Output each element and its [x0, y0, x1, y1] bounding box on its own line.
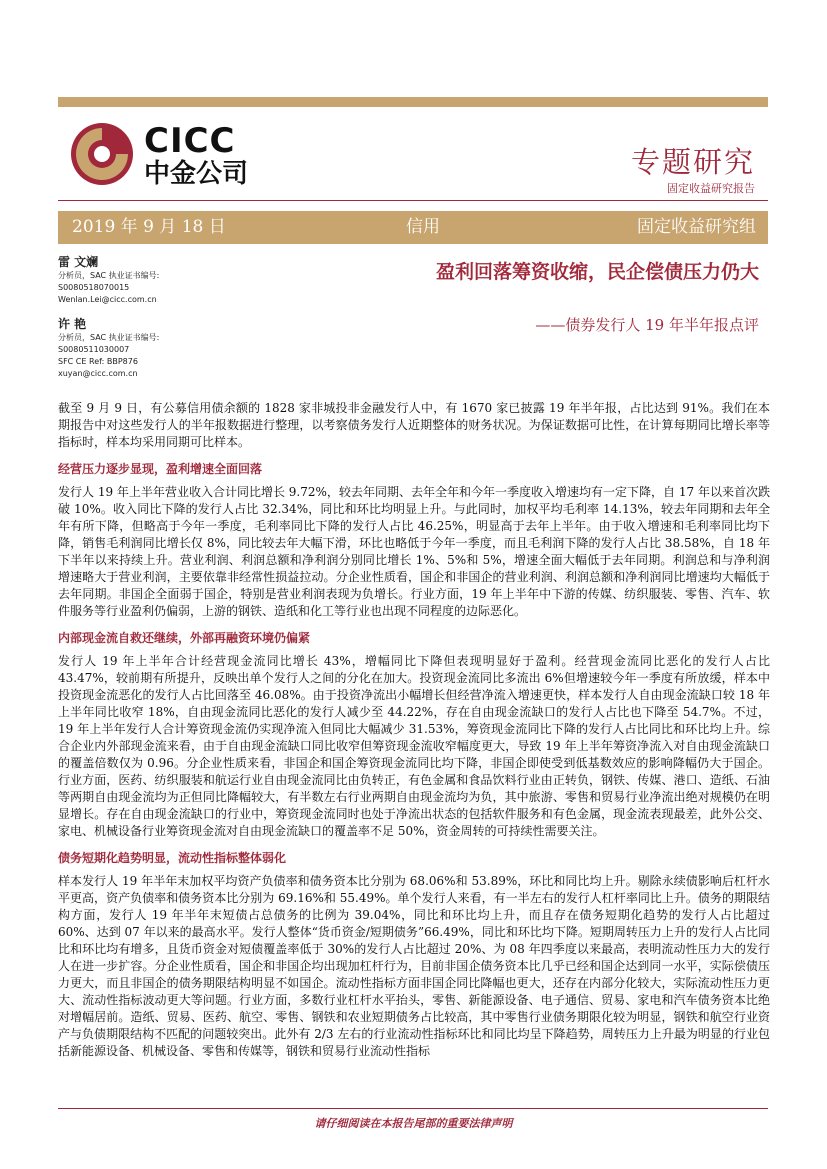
author-role: 分析员，SAC 执业证书编号:	[58, 271, 160, 280]
legal-notice: 请仔细阅读在本报告尾部的重要法律声明	[314, 1117, 513, 1130]
report-subtitle: ——债券发行人 19 年半年报点评	[535, 316, 759, 334]
logo-mark-icon	[70, 122, 134, 186]
header-divider	[58, 200, 768, 201]
footer-divider	[58, 1108, 768, 1109]
logo-text-cn: 中金公司	[144, 159, 249, 189]
author-id: S0080518070015	[58, 283, 130, 292]
report-title: 盈利回落筹资收缩，民企偿债压力仍大	[435, 261, 759, 283]
author-role: 分析员，SAC 执业证书编号:	[58, 333, 160, 342]
section-paragraph: 发行人 19 年上半年合计经营现金流同比增长 43%，增幅同比下降但表现明显好于盈利。经营现金流同比恶化的发行人占比 43.47%，较前期有所提升，反映出单个发行人之间的分化在加大。投资现金流同比多流出 6%但增速较今年一季度有所放缓，样本中投资现金流恶化的发行人占比回落至 46.08%。由于投资净流出小幅增长但经营净流入增速更快，样本发行人自由现金流缺口较 18 年上半年同比收窄 18%，自由现金流同比恶化的发行人减少至 44.22%，存在自由现金流缺口的发行人占比也下降至 54.7%。不过，19 年上半年发行人合计筹资现金流仍实现净流入但同比大幅减少 31.53%，筹资现金流同比下降的发行人占比同比和环比均上升。综合企业内外部现金流来看，由于自由现金流缺口同比收窄但筹资现金流收窄幅度更大，导致 19 年上半年筹资净流入对自由现金流缺口的覆盖倍数仅为 0.96。分企业性质来看，非国企和国企筹资现金流同比均下降，非国企即使受到低基数效应的影响降幅仍大于国企。行业方面，医药、纺织服装和航运行业自由现金流同比由负转正，有色金属和食品饮料行业由正转负，钢铁、传媒、港口、造纸、石油等两期自由现金流均为正但同比降幅较大，有半数左右行业两期自由现金流均为负，其中旅游、零售和贸易行业净流出绝对规模仍在明显增长。存在自由现金流缺口的行业中，筹资现金流同时也处于净流出状态的包括软件服务和有色金属，现金流表现最差，此外公交、家电、机械设备行业筹资现金流对自由现金流缺口的覆盖率不足 50%，资金周转的可持续性需要关注。	[58, 654, 770, 838]
section-paragraph: 样本发行人 19 年半年末加权平均资产负债率和债务资本比分别为 68.06%和 53.89%，环比和同比均上升。剔除永续债影响后杠杆水平更高，资产负债率和债务资本比分别为 69.16%和 55.49%。单个发行人来看，有一半左右的发行人杠杆率同比上升。债务的期限结构方面，发行人 19 年半年末短债占总债务的比例为 39.04%，同比和环比均上升，而且存在债务短期化趋势的发行人占比超过 60%、达到 07 年以来的最高水平。发行人整体“货币资金/短期债务”66.49%，同比和环比均下降。短期周转压力上升的发行人占比同比和环比均有增多，且货币资金对短债覆盖率低于 30%的发行人占比超过 20%、为 08 年四季度以来最高，表明流动性压力大的发行人在进一步扩容。分企业性质看，国企和非国企均出现加杠杆行为，目前非国企债务资本比几乎已经和国企达到同一水平，实际偿债压力更大，而且非国企的债务期限结构明显不如国企。流动性指标方面非国企同比降幅也更大，还存在内部分化较大，实际流动性压力更大、流动性指标波动更大等问题。行业方面，多数行业杠杆水平抬头，零售、新能源设备、电子通信、贸易、家电和汽车债务资本比绝对增幅居前。造纸、贸易、医药、航空、零售、钢铁和农业短期债务占比较高，其中零售行业债务期限化较为明显，钢铁和航空行业资产与负债期限结构不匹配的问题较突出。此外有 2/3 左右的行业流动性指标环比和同比均呈下降趋势，周转压力上升最为明显的行业包括新能源设备、机械设备、零售和传媒等，钢铁和贸易行业流动性指标	[58, 874, 770, 1058]
research-team: 固定收益研究组	[637, 217, 756, 237]
report-subtype: 固定收益研究报告	[667, 182, 755, 195]
report-body	[58, 400, 770, 1070]
report-type: 专题研究	[630, 145, 755, 179]
author-id: S0080511030007	[58, 345, 130, 354]
section-heading: 债务短期化趋势明显，流动性指标整体弱化	[58, 851, 287, 865]
author-email[interactable]: Wenlan.Lei@cicc.com.cn	[58, 295, 157, 304]
author-email[interactable]: xuyan@cicc.com.cn	[58, 369, 138, 378]
author-sfc: SFC CE Ref: BBP876	[58, 357, 138, 366]
report-sector: 信用	[406, 217, 440, 237]
info-bar	[58, 211, 768, 244]
cicc-logo	[70, 120, 270, 192]
author-list	[58, 254, 238, 380]
author-name: 雷 文斓	[58, 255, 99, 269]
top-gold-bar	[58, 97, 768, 107]
section-paragraph: 发行人 19 年上半年营业收入合计同比增长 9.72%，较去年同期、去年全年和今年一季度收入增速均有一定下降，自 17 年以来首次跌破 10%。收入同比下降的发行人占比 32.34%，同比和环比均明显上升。与此同时，加权平均毛利率 14.13%，较去年同期和去年全年有所下降，但略高于今年一季度，毛利率同比下降的发行人占比 46.25%，明显高于去年上半年。由于收入增速和毛利率同比均下降，销售毛利润同比增长仅 8%，同比较去年大幅下滑，环比也略低于今年一季度，而且毛利润下降的发行人占比 38.58%，自 18 年下半年以来持续上升。营业利润、利润总额和净利润分别同比增长 1%、5%和 5%，增速全面大幅低于去年同期。利润总和与净利润增速略大于营业利润，主要依靠非经常性损益拉动。分企业性质看，国企和非国企的营业利润、利润总额和净利润同比增速均大幅低于去年同期。非国企全面弱于国企，特别是营业利润表现为负增长。行业方面，19 年上半年中下游的传媒、纺织服装、零售、汽车、软件服务等行业盈利仍偏弱，上游的钢铁、造纸和化工等行业也出现不同程度的边际恶化。	[58, 485, 770, 618]
section-heading: 内部现金流自救还继续，外部再融资环境仍偏紧	[58, 631, 311, 645]
section-heading: 经营压力逐步显现，盈利增速全面回落	[58, 462, 263, 476]
author-name: 许 艳	[58, 317, 87, 331]
logo-text-en: CICC	[144, 121, 236, 161]
report-date: 2019 年 9 月 18 日	[72, 217, 226, 237]
intro-paragraph: 截至 9 月 9 日，有公募信用债余额的 1828 家非城投非金融发行人中，有 1670 家已披露 19 年半年报，占比达到 91%。我们在本期报告中对这些发行人的半年报数据进行整理，以考察债务发行人近期整体的财务状况。为保证数据可比性，在计算每期同比增长率等指标时，样本均采用同期可比样本。	[58, 401, 770, 449]
